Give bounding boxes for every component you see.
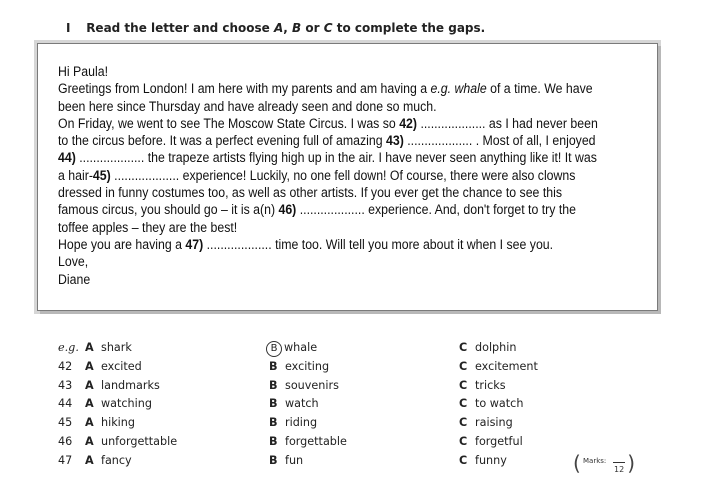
- option-letter: A: [85, 341, 94, 354]
- letter-p2-text: ................... experience! Luckily, no one fell down! Of course, there were also clowns dressed in funny costumes too, as well as other artists. If you ever get the chance to see this famous circus, you should go – it is a(n): [58, 167, 576, 218]
- option-text: funny: [475, 453, 507, 467]
- option-text: raising: [475, 416, 513, 430]
- option-text: whale: [284, 341, 318, 354]
- option-text: watch: [285, 397, 319, 411]
- letter-paragraph-2: [58, 115, 605, 236]
- gap-46: 46): [278, 202, 297, 218]
- option-b[interactable]: [269, 454, 303, 467]
- option-a[interactable]: [85, 416, 135, 429]
- option-a[interactable]: [85, 454, 132, 467]
- instruction-option-c: C: [323, 21, 333, 35]
- option-b[interactable]: [269, 397, 319, 410]
- option-text: dolphin: [475, 341, 517, 354]
- option-text: forgetful: [475, 434, 523, 448]
- marks-score-line: [613, 462, 625, 463]
- option-letter: A: [85, 453, 94, 467]
- option-letter: C: [459, 378, 468, 392]
- marks-bracket-left: (: [573, 451, 581, 475]
- option-letter: C: [459, 416, 468, 430]
- option-a[interactable]: [85, 397, 152, 410]
- option-c[interactable]: [459, 397, 523, 410]
- gap-47: 47): [185, 236, 204, 252]
- option-c[interactable]: [459, 416, 513, 429]
- letter-paragraph-3: [58, 236, 605, 253]
- option-letter: A: [85, 378, 94, 392]
- option-text: shark: [101, 341, 132, 354]
- letter-p1-text-end: of a time. We have been here since Thursday and have already seen and done so much.: [58, 81, 593, 114]
- option-c[interactable]: [459, 454, 507, 467]
- marks-bracket-right: ): [627, 451, 635, 475]
- letter-box: [37, 43, 658, 311]
- marks-total: 12: [614, 465, 625, 474]
- option-b[interactable]: [269, 435, 347, 448]
- letter-p2-text: ................... . Most of all, I enjoyed: [403, 133, 596, 149]
- question-number: 44: [58, 397, 73, 411]
- option-letter: A: [85, 416, 94, 430]
- option-text: fun: [285, 453, 304, 467]
- marks-label: Marks:: [583, 457, 607, 465]
- option-c[interactable]: [459, 435, 523, 448]
- option-letter: B: [269, 434, 278, 448]
- letter-p2-text: On Friday, we went to see The Moscow State Circus. I was so: [58, 115, 400, 131]
- letter-p1-text: Greetings from London! I am here with my parents and am having a: [58, 81, 431, 97]
- option-letter: B: [269, 453, 278, 467]
- question-number: 42: [58, 359, 73, 373]
- option-b[interactable]: [269, 416, 317, 429]
- instruction-option-a: A: [274, 21, 284, 35]
- option-b[interactable]: [269, 360, 329, 373]
- option-letter: B: [269, 359, 278, 373]
- option-letter: B: [269, 397, 278, 411]
- letter-signature: Diane: [58, 271, 91, 287]
- option-letter: A: [85, 397, 94, 411]
- letter-p3-text: ................... time too. Will tell you more about it when I see you.: [203, 236, 554, 252]
- letter-paragraph-1: [58, 80, 605, 115]
- option-letter: C: [459, 434, 468, 448]
- option-letter: A: [85, 434, 94, 448]
- option-text: souvenirs: [285, 378, 339, 392]
- option-text: watching: [101, 397, 152, 411]
- instruction-sep-1: ,: [283, 21, 293, 35]
- letter-p2-text: ................... experience. And, don't forget to try the toffee apples – they are the best!: [58, 202, 576, 235]
- option-letter: A: [85, 359, 94, 373]
- marks-box: [573, 452, 635, 476]
- question-number: 46: [58, 434, 73, 448]
- option-a[interactable]: [85, 341, 132, 354]
- letter-p2-text: ................... the trapeze artists flying high up in the air. I have never seen anything like it! It was a hair-: [58, 150, 597, 183]
- option-text: fancy: [101, 453, 132, 467]
- option-letter: C: [459, 341, 468, 354]
- letter-example-gap: e.g. whale: [430, 81, 487, 97]
- instruction-text-start: Read the letter and choose: [86, 21, 274, 35]
- instruction: [66, 21, 485, 35]
- question-number: e.g.: [58, 341, 79, 354]
- option-text: hiking: [101, 416, 135, 430]
- option-letter: C: [459, 359, 468, 373]
- gap-44: 44): [58, 150, 76, 166]
- option-a[interactable]: [85, 435, 177, 448]
- instruction-sep-2: or: [301, 21, 324, 35]
- question-number: 47: [58, 453, 73, 467]
- option-text: riding: [285, 416, 318, 430]
- option-text: unforgettable: [101, 434, 178, 448]
- option-text: landmarks: [101, 378, 160, 392]
- option-text: excitement: [475, 359, 538, 373]
- option-a[interactable]: [85, 360, 142, 373]
- letter-greeting: Hi Paula!: [58, 64, 108, 79]
- letter-p2-text: ................... as I had never been to the circus before. It was a perfect evening full of amazing: [58, 115, 598, 149]
- question-number: 43: [58, 378, 73, 392]
- option-b-selected[interactable]: [269, 341, 317, 357]
- option-a[interactable]: [85, 379, 160, 392]
- option-letter: B: [269, 378, 278, 392]
- option-text: exciting: [285, 359, 330, 373]
- gap-43: 43): [386, 133, 404, 149]
- question-number: 45: [58, 416, 73, 430]
- option-letter: B: [269, 416, 278, 430]
- letter-p3-text: Hope you are having a: [58, 236, 186, 252]
- selected-answer-circle: B: [266, 341, 282, 357]
- gap-45: 45): [92, 167, 111, 183]
- instruction-text-end: to complete the gaps.: [332, 21, 486, 35]
- option-letter: C: [459, 397, 468, 411]
- exercise-number: I: [66, 21, 71, 35]
- option-c[interactable]: [459, 379, 506, 392]
- letter-closing: Love,: [58, 254, 89, 270]
- option-b[interactable]: [269, 379, 339, 392]
- option-text: excited: [101, 359, 142, 373]
- option-text: to watch: [475, 397, 524, 411]
- gap-42: 42): [399, 115, 418, 131]
- letter-text: [58, 63, 605, 288]
- option-letter: C: [459, 453, 468, 467]
- option-c[interactable]: [459, 341, 516, 354]
- instruction-option-b: B: [292, 21, 302, 35]
- option-text: forgettable: [285, 434, 347, 448]
- option-text: tricks: [475, 378, 506, 392]
- option-c[interactable]: [459, 360, 538, 373]
